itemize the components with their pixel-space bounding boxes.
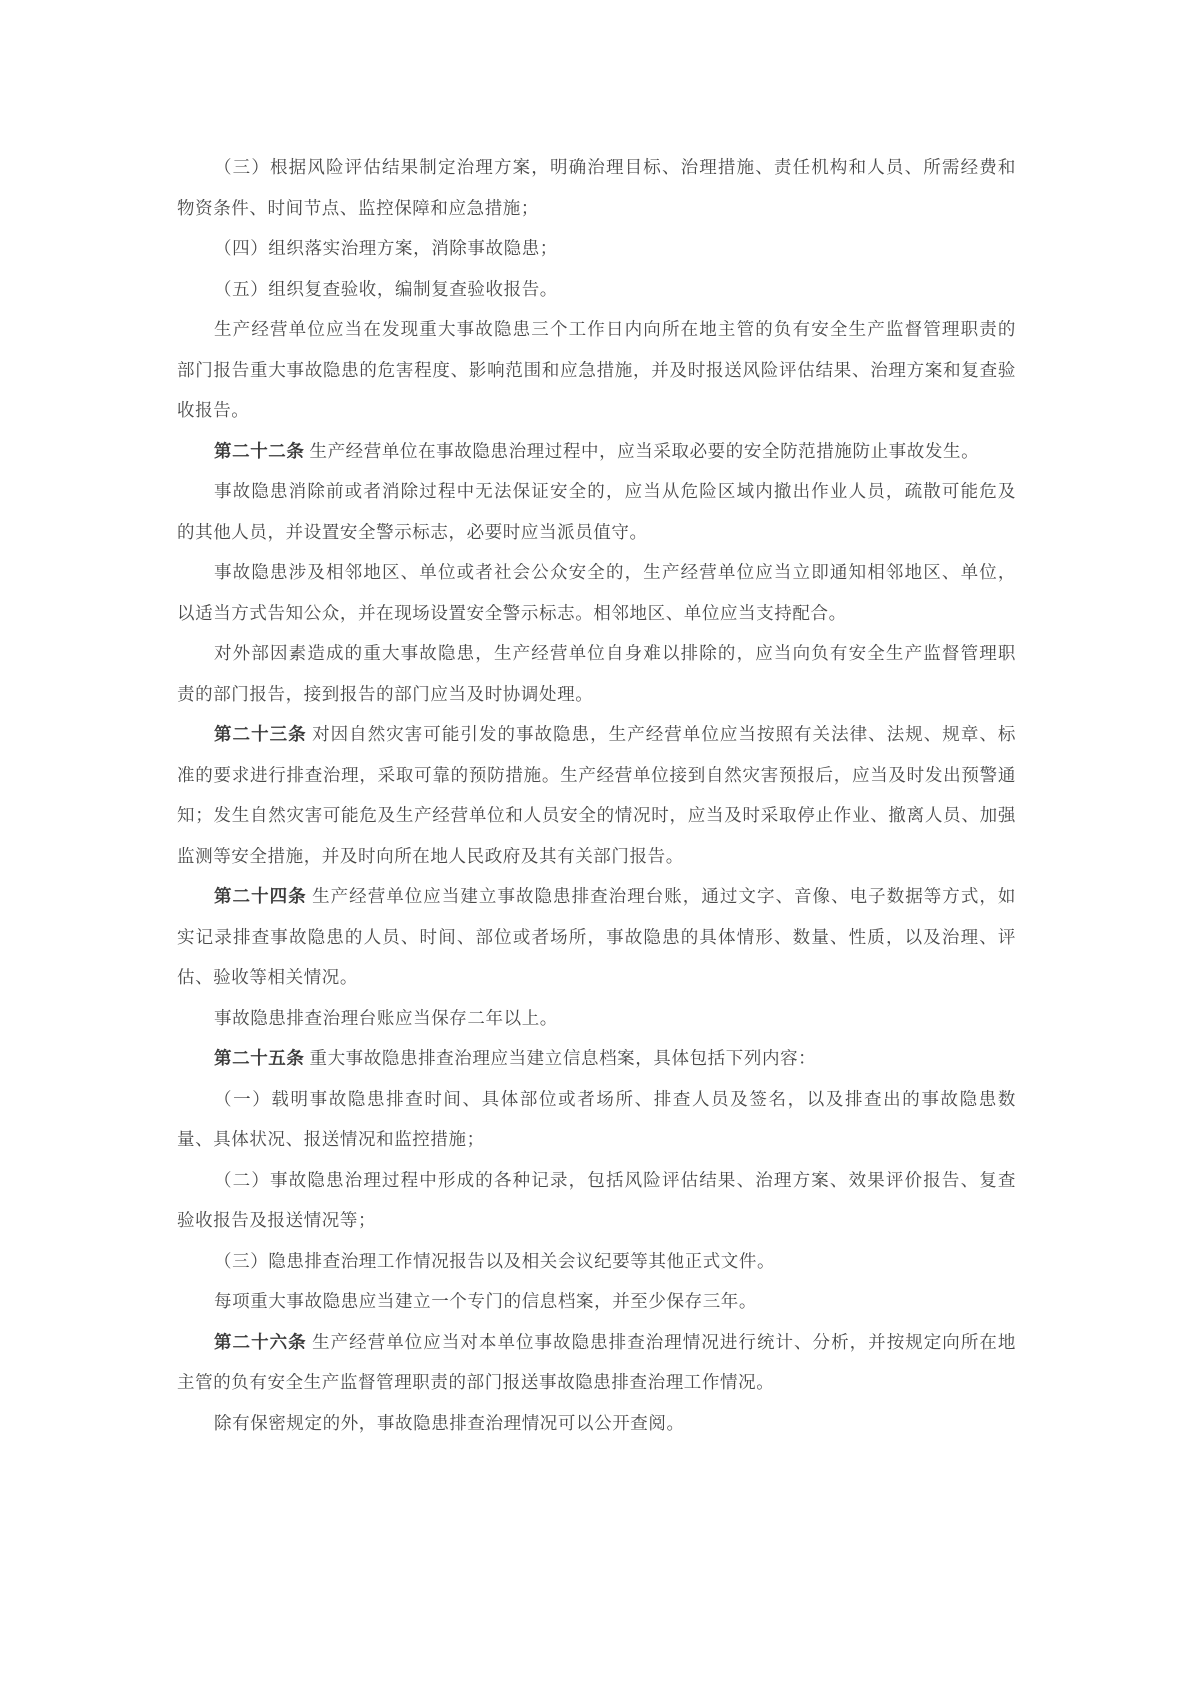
article-number: 第二十四条 bbox=[214, 886, 307, 906]
text-line: 准的要求进行排查治理，采取可靠的预防措施。生产经营单位接到自然灾害预报后，应当及时发出预警通 bbox=[177, 764, 1016, 785]
text-segment: 生产经营单位应当建立事故隐患排查治理台账，通过文字、音像、电子数据等方式，如 bbox=[306, 886, 1016, 906]
text-line: （四）组织落实治理方案，消除事故隐患； bbox=[214, 238, 558, 258]
text-line: 估、验收等相关情况。 bbox=[177, 967, 358, 987]
text-segment: 生产经营单位应当对本单位事故隐患排查治理情况进行统计、分析，并按规定向所在地 bbox=[306, 1331, 1016, 1352]
text-line: 的其他人员，并设置安全警示标志，必要时应当派员值守。 bbox=[177, 521, 648, 542]
text-line: 知；发生自然灾害可能危及生产经营单位和人员安全的情况时，应当及时采取停止作业、撤离人员、加强 bbox=[177, 805, 1016, 825]
text-line bbox=[177, 431, 1016, 472]
text-line: 验收报告及报送情况等； bbox=[177, 1210, 377, 1230]
text-segment: 重大事故隐患排查治理应当建立信息档案，具体包括下列内容： bbox=[304, 1048, 817, 1068]
text-segment: 对因自然灾害可能引发的事故隐患，生产经营单位应当按照有关法律、法规、规章、标 bbox=[306, 724, 1016, 744]
text-line bbox=[177, 1038, 1016, 1079]
text-line: 除有保密规定的外，事故隐患排查治理情况可以公开查阅。 bbox=[214, 1412, 685, 1433]
text-line: 量、具体状况、报送情况和监控措施； bbox=[177, 1129, 485, 1149]
text-line: 对外部因素造成的重大事故隐患，生产经营单位自身难以排除的，应当向负有安全生产监督管理职 bbox=[214, 643, 1016, 663]
text-line: 每项重大事故隐患应当建立一个专门的信息档案，并至少保存三年。 bbox=[214, 1291, 757, 1311]
text-line: 事故隐患排查治理台账应当保存二年以上。 bbox=[214, 1007, 558, 1028]
text-line: （三）隐患排查治理工作情况报告以及相关会议纪要等其他正式文件。 bbox=[214, 1250, 776, 1271]
text-line: （五）组织复查验收，编制复查验收报告。 bbox=[214, 278, 558, 299]
document-body bbox=[177, 147, 1016, 1443]
text-line bbox=[177, 876, 1016, 917]
article-number: 第二十二条 bbox=[214, 440, 305, 461]
article-number: 第二十五条 bbox=[214, 1048, 305, 1068]
text-line: 实记录排查事故隐患的人员、时间、部位或者场所，事故隐患的具体情形、数量、性质，以及治理、评 bbox=[177, 926, 1016, 947]
article-number: 第二十六条 bbox=[214, 1331, 307, 1352]
text-line: （三）根据风险评估结果制定治理方案，明确治理目标、治理措施、责任机构和人员、所需经费和 bbox=[214, 157, 1016, 177]
text-segment: 生产经营单位在事故隐患治理过程中，应当采取必要的安全防范措施防止事故发生。 bbox=[304, 440, 980, 461]
text-line: 责的部门报告，接到报告的部门应当及时协调处理。 bbox=[177, 683, 594, 704]
text-line: 生产经营单位应当在发现重大事故隐患三个工作日内向所在地主管的负有安全生产监督管理职责的 bbox=[214, 319, 1016, 339]
text-line: 主管的负有安全生产监督管理职责的部门报送事故隐患排查治理工作情况。 bbox=[177, 1372, 775, 1392]
text-line: 事故隐患消除前或者消除过程中无法保证安全的，应当从危险区域内撤出作业人员，疏散可能危及 bbox=[214, 481, 1016, 501]
article-number: 第二十三条 bbox=[214, 724, 307, 744]
text-line bbox=[177, 1322, 1016, 1363]
text-line: （一）载明事故隐患排查时间、具体部位或者场所、排查人员及签名，以及排查出的事故隐患数 bbox=[214, 1088, 1016, 1109]
text-line: 物资条件、时间节点、监控保障和应急措施； bbox=[177, 197, 539, 218]
text-line bbox=[177, 714, 1016, 755]
text-line: 监测等安全措施，并及时向所在地人民政府及其有关部门报告。 bbox=[177, 845, 684, 866]
text-line: 以适当方式告知公众，并在现场设置安全警示标志。相邻地区、单位应当支持配合。 bbox=[177, 602, 847, 623]
text-line: 事故隐患涉及相邻地区、单位或者社会公众安全的，生产经营单位应当立即通知相邻地区、单位， bbox=[214, 562, 1016, 582]
text-line: 收报告。 bbox=[177, 400, 250, 420]
text-line: （二）事故隐患治理过程中形成的各种记录，包括风险评估结果、治理方案、效果评价报告、复查 bbox=[214, 1169, 1016, 1190]
text-line: 部门报告重大事故隐患的危害程度、影响范围和应急措施，并及时报送风险评估结果、治理方案和复查验 bbox=[177, 359, 1016, 380]
